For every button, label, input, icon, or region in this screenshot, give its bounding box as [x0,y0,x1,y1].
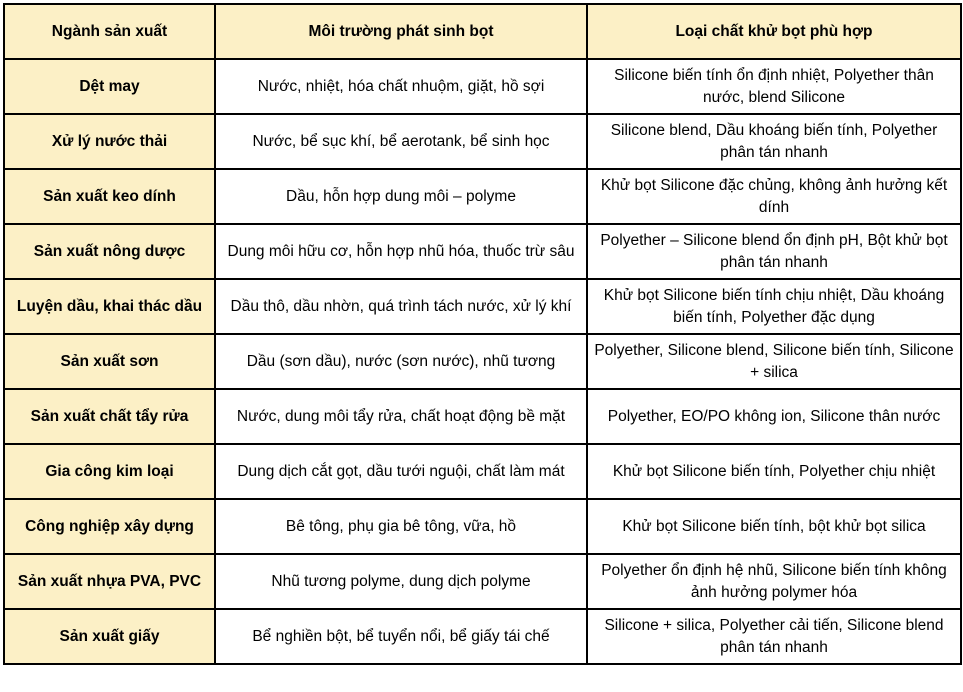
table-row [4,169,961,224]
industry-cell: Sản xuất nông dược [4,224,215,279]
foam-environment-cell: Dầu, hỗn hợp dung môi – polyme [215,169,587,224]
industry-cell: Sản xuất nhựa PVA, PVC [4,554,215,609]
defoamer-type-cell: Polyether ổn định hệ nhũ, Silicone biến tính không ảnh hưởng polymer hóa [587,554,961,609]
defoamer-type-cell: Khử bọt Silicone biến tính, bột khử bọt silica [587,499,961,554]
table-row [4,224,961,279]
foam-environment-cell: Bể nghiền bột, bể tuyển nổi, bể giấy tái chế [215,609,587,664]
defoamer-industry-table [3,3,962,665]
table-row [4,554,961,609]
defoamer-type-cell: Polyether, Silicone blend, Silicone biến tính, Silicone + silica [587,334,961,389]
header-foam-environment: Môi trường phát sinh bọt [215,4,587,59]
table-header-row [4,4,961,59]
table-row [4,114,961,169]
foam-environment-cell: Bê tông, phụ gia bê tông, vữa, hồ [215,499,587,554]
header-industry: Ngành sản xuất [4,4,215,59]
defoamer-type-cell: Khử bọt Silicone biến tính, Polyether chịu nhiệt [587,444,961,499]
foam-environment-cell: Nhũ tương polyme, dung dịch polyme [215,554,587,609]
industry-cell: Dệt may [4,59,215,114]
defoamer-type-cell: Khử bọt Silicone đặc chủng, không ảnh hưởng kết dính [587,169,961,224]
table-row [4,444,961,499]
defoamer-type-cell: Silicone biến tính ổn định nhiệt, Polyether thân nước, blend Silicone [587,59,961,114]
foam-environment-cell: Dung môi hữu cơ, hỗn hợp nhũ hóa, thuốc trừ sâu [215,224,587,279]
industry-cell: Luyện dầu, khai thác dầu [4,279,215,334]
defoamer-type-cell: Khử bọt Silicone biến tính chịu nhiệt, Dầu khoáng biến tính, Polyether đặc dụng [587,279,961,334]
defoamer-type-cell: Polyether, EO/PO không ion, Silicone thân nước [587,389,961,444]
foam-environment-cell: Nước, nhiệt, hóa chất nhuộm, giặt, hồ sợi [215,59,587,114]
defoamer-type-cell: Polyether – Silicone blend ổn định pH, Bột khử bọt phân tán nhanh [587,224,961,279]
table-container [3,3,962,665]
industry-cell: Sản xuất keo dính [4,169,215,224]
table-row [4,279,961,334]
table-row [4,334,961,389]
header-defoamer-type: Loại chất khử bọt phù hợp [587,4,961,59]
foam-environment-cell: Nước, bể sục khí, bể aerotank, bể sinh học [215,114,587,169]
defoamer-type-cell: Silicone blend, Dầu khoáng biến tính, Polyether phân tán nhanh [587,114,961,169]
foam-environment-cell: Dầu (sơn dầu), nước (sơn nước), nhũ tương [215,334,587,389]
foam-environment-cell: Dầu thô, dầu nhờn, quá trình tách nước, xử lý khí [215,279,587,334]
table-row [4,499,961,554]
industry-cell: Công nghiệp xây dựng [4,499,215,554]
table-row [4,609,961,664]
table-row [4,389,961,444]
industry-cell: Sản xuất giấy [4,609,215,664]
industry-cell: Xử lý nước thải [4,114,215,169]
foam-environment-cell: Dung dịch cắt gọt, dầu tưới nguội, chất làm mát [215,444,587,499]
industry-cell: Sản xuất chất tẩy rửa [4,389,215,444]
foam-environment-cell: Nước, dung môi tẩy rửa, chất hoạt động bề mặt [215,389,587,444]
defoamer-type-cell: Silicone + silica, Polyether cải tiến, Silicone blend phân tán nhanh [587,609,961,664]
table-row [4,59,961,114]
industry-cell: Sản xuất sơn [4,334,215,389]
industry-cell: Gia công kim loại [4,444,215,499]
